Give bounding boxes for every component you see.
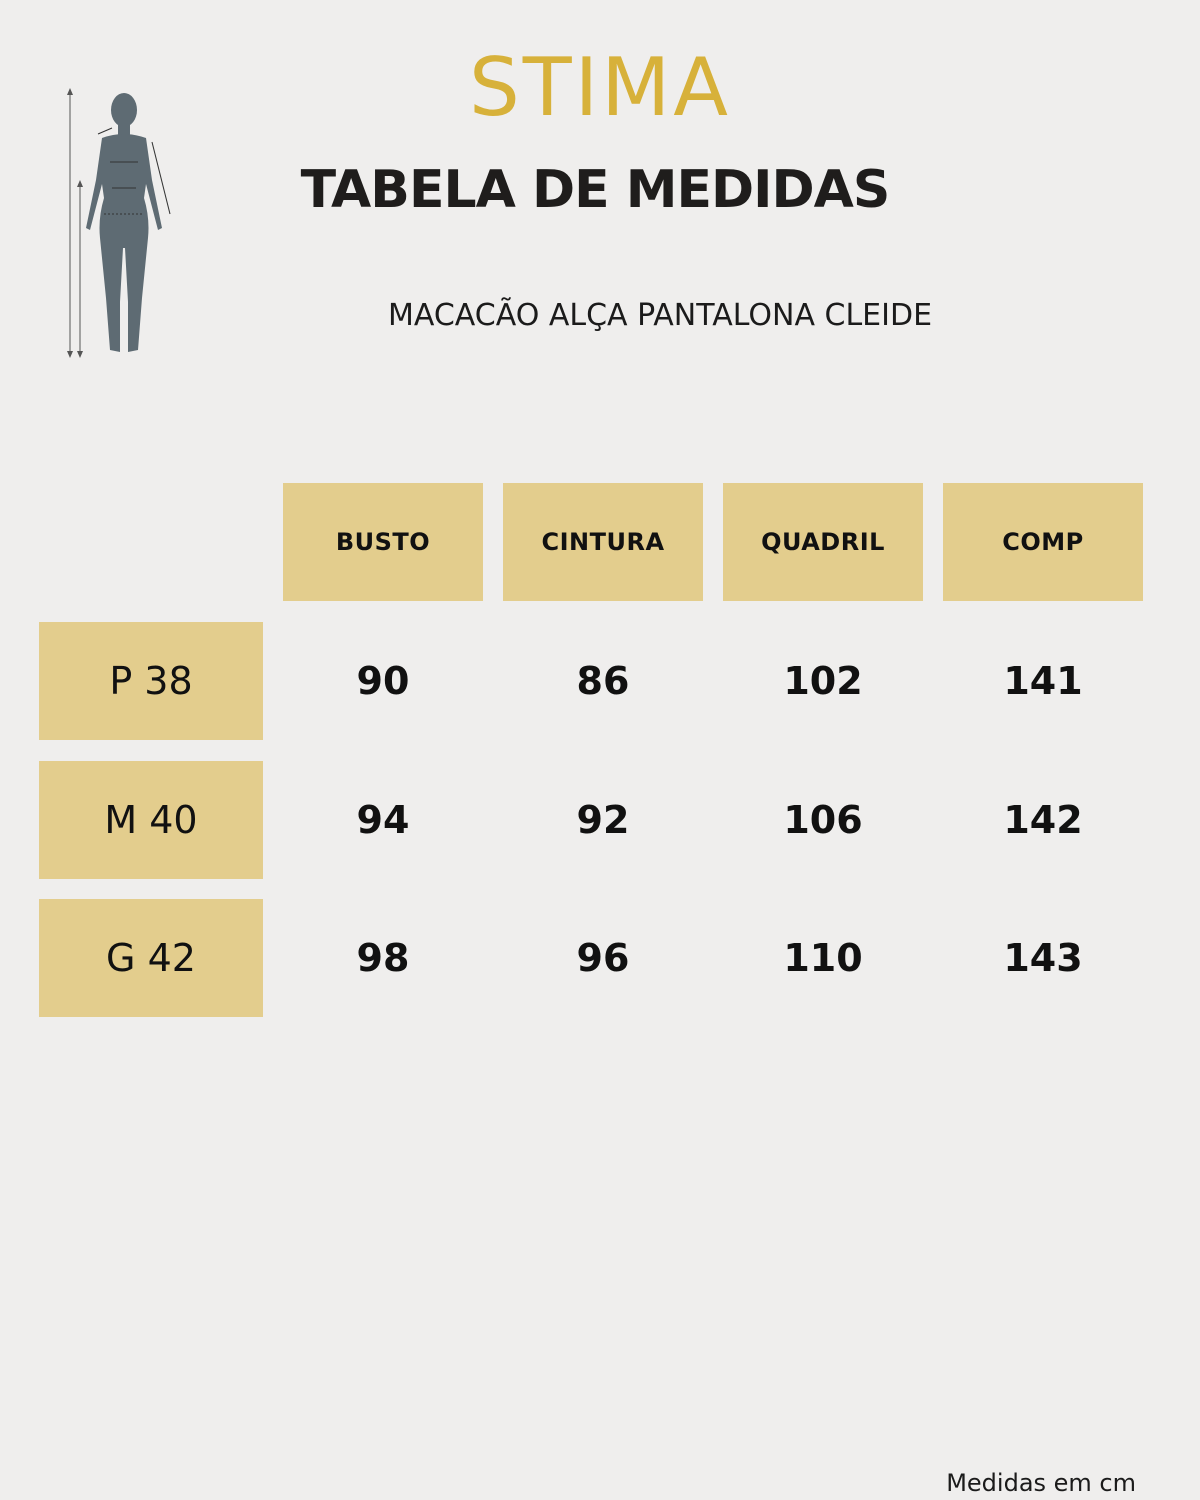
column-header-busto: BUSTO	[283, 483, 483, 601]
table-cell: 141	[1003, 659, 1083, 703]
table-cell: 143	[1003, 936, 1083, 980]
size-label: P 38	[39, 622, 263, 740]
page-title: TABELA DE MEDIDAS	[300, 160, 890, 220]
table-cell: 110	[783, 936, 863, 980]
size-label: M 40	[39, 761, 263, 879]
table-cell: 98	[356, 936, 410, 980]
column-header-comp: COMP	[943, 483, 1143, 601]
table-cell: 106	[783, 798, 863, 842]
table-cell: 86	[576, 659, 630, 703]
brand-logo: STIMA	[469, 41, 731, 134]
size-label: G 42	[39, 899, 263, 1017]
product-name: MACACÃO ALÇA PANTALONA CLEIDE	[387, 298, 933, 333]
table-cell: 92	[576, 798, 630, 842]
column-header-cintura: CINTURA	[503, 483, 703, 601]
table-cell: 102	[783, 659, 863, 703]
table-cell: 90	[356, 659, 410, 703]
table-cell: 96	[576, 936, 630, 980]
column-header-quadril: QUADRIL	[723, 483, 923, 601]
units-note: Medidas em cm	[946, 1469, 1136, 1497]
table-cell: 142	[1003, 798, 1083, 842]
table-cell: 94	[356, 798, 410, 842]
